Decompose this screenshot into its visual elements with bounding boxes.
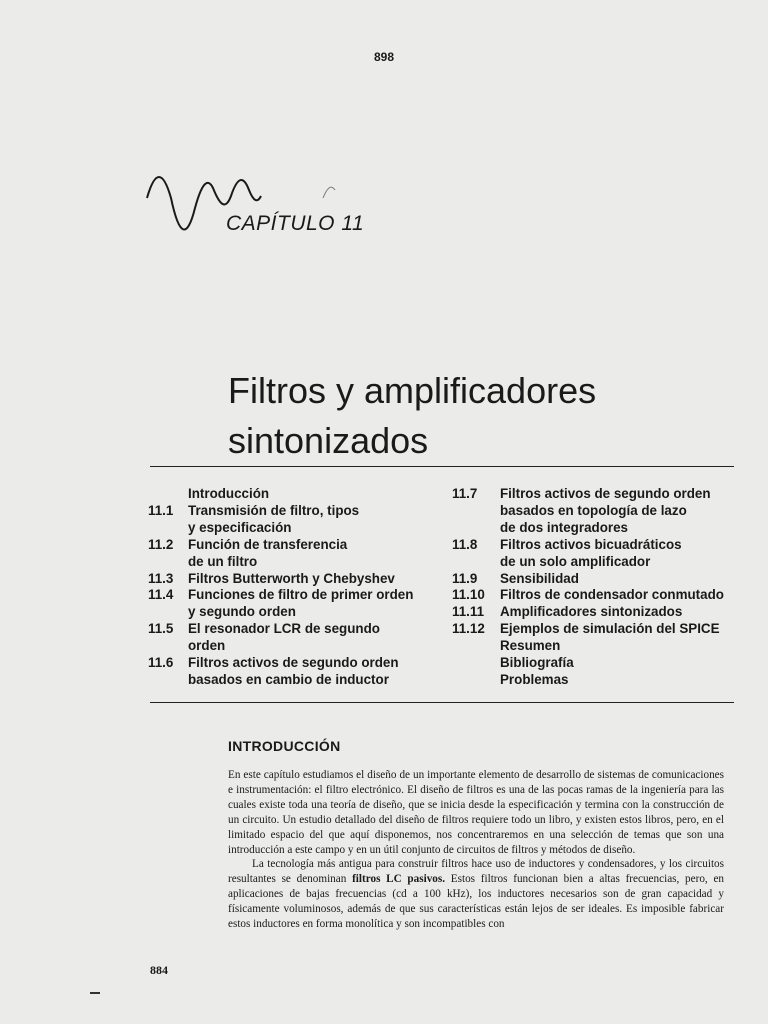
toc-title: Introducción xyxy=(188,486,270,501)
toc-entry xyxy=(452,587,752,604)
toc-entry xyxy=(452,638,752,655)
toc-number: 11.4 xyxy=(148,587,174,603)
paragraph: En este capítulo estudiamos el diseño de un importante elemento de desarrollo de sistemas de comunicaciones e instrumentación: el filtro electrónico. El diseño de filtros es una de las pocas ramas de la ingeniería para las cuales existe toda una teoría de diseño, que se inicia desde la especificación y termina con la construcción de un circuito. Un estudio detallado del diseño de filtros requiere todo un libro, y existen estos libros, pero, en el limitado espacio del que aquí disponemos, nos concentraremos en una selección de temas que son una introducción a este campo y en un útil conjunto de circuitos de filtros y métodos de diseño. xyxy=(228,769,724,856)
toc-title: Transmisión de filtro, tipos y especificación xyxy=(188,502,360,535)
chapter-title: Filtros y amplificadores sintonizados xyxy=(228,370,597,461)
toc-number: 11.6 xyxy=(148,655,174,671)
toc-number xyxy=(452,655,500,672)
toc-entry xyxy=(452,486,752,537)
toc-title: Amplificadores sintonizados xyxy=(500,604,683,620)
toc-entry xyxy=(148,503,438,537)
toc-number: 11.5 xyxy=(148,621,174,637)
toc-number: 11.8 xyxy=(452,536,478,552)
toc-left-column xyxy=(148,486,438,689)
toc-title: Sensibilidad xyxy=(500,570,579,586)
chapter-label: CAPÍTULO 11 xyxy=(226,212,365,235)
toc-title: El resonador LCR de segundo orden xyxy=(188,621,380,654)
toc-number: 11.11 xyxy=(452,604,485,620)
toc-number xyxy=(148,486,188,503)
section-heading: INTRODUCCIÓN xyxy=(228,738,341,754)
toc-title: Filtros activos de segundo orden basados en topología de lazo de dos integradores xyxy=(500,486,711,535)
toc-entry xyxy=(452,537,752,571)
toc-number: 11.10 xyxy=(452,587,485,603)
toc-title: Ejemplos de simulación del SPICE xyxy=(500,621,720,637)
toc-title: Problemas xyxy=(500,671,569,687)
toc-right-column xyxy=(452,486,752,689)
paragraph xyxy=(228,857,724,932)
toc-number: 11.9 xyxy=(452,570,478,586)
toc-entry xyxy=(452,604,752,621)
toc-title: Filtros activos bicuadráticos de un solo amplificador xyxy=(500,536,682,569)
toc-number: 11.7 xyxy=(452,486,478,501)
bottom-page-number: 884 xyxy=(150,963,168,977)
paragraph-text: La tecnología más antigua para construir filtros hace uso de inductores y condensadores, y los circuitos resultantes se denominan xyxy=(228,858,724,886)
margin-mark xyxy=(90,992,100,994)
toc-number: 11.2 xyxy=(148,536,174,552)
bottom-divider xyxy=(150,702,734,703)
toc-entry xyxy=(148,621,438,655)
toc-entry xyxy=(148,587,438,621)
toc-number xyxy=(452,638,500,655)
toc-title: Filtros activos de segundo orden basados en cambio de inductor xyxy=(188,655,399,687)
top-page-number: 898 xyxy=(373,50,395,64)
toc-title: Función de transferencia de un filtro xyxy=(188,536,348,569)
toc-entry xyxy=(452,621,752,638)
toc-number: 11.12 xyxy=(452,621,485,637)
toc-entry xyxy=(148,655,438,689)
toc-number: 11.1 xyxy=(148,502,174,518)
toc-title: Funciones de filtro de primer orden y segundo orden xyxy=(188,587,414,620)
toc-title: Filtros Butterworth y Chebyshev xyxy=(188,570,395,586)
toc-title: Filtros de condensador conmutado xyxy=(500,587,724,603)
toc-entry xyxy=(452,571,752,588)
top-divider xyxy=(150,466,734,467)
bold-term: filtros LC pasivos. xyxy=(352,873,446,886)
toc-number xyxy=(452,672,500,689)
toc-number: 11.3 xyxy=(148,570,174,586)
paragraph-text: Estos filtros funcionan bien a altas frecuencias, pero, en aplicaciones de bajas frecuencias (cd a 100 kHz), los inductores necesarios son de gran capacidad y físicamente voluminosos, además de que sus características están lejos de ser ideales. Es imposible fabricar estos inductores en forma monolítica y son incompatibles con xyxy=(228,873,724,931)
toc-entry xyxy=(148,486,438,503)
toc-entry xyxy=(452,655,752,672)
toc-title: Bibliografía xyxy=(500,655,574,671)
toc-entry xyxy=(148,537,438,571)
toc-entry xyxy=(148,571,438,588)
body-text xyxy=(228,768,724,932)
toc-title: Resumen xyxy=(500,638,561,654)
toc-entry xyxy=(452,672,752,689)
sine-wave-icon xyxy=(145,168,405,248)
